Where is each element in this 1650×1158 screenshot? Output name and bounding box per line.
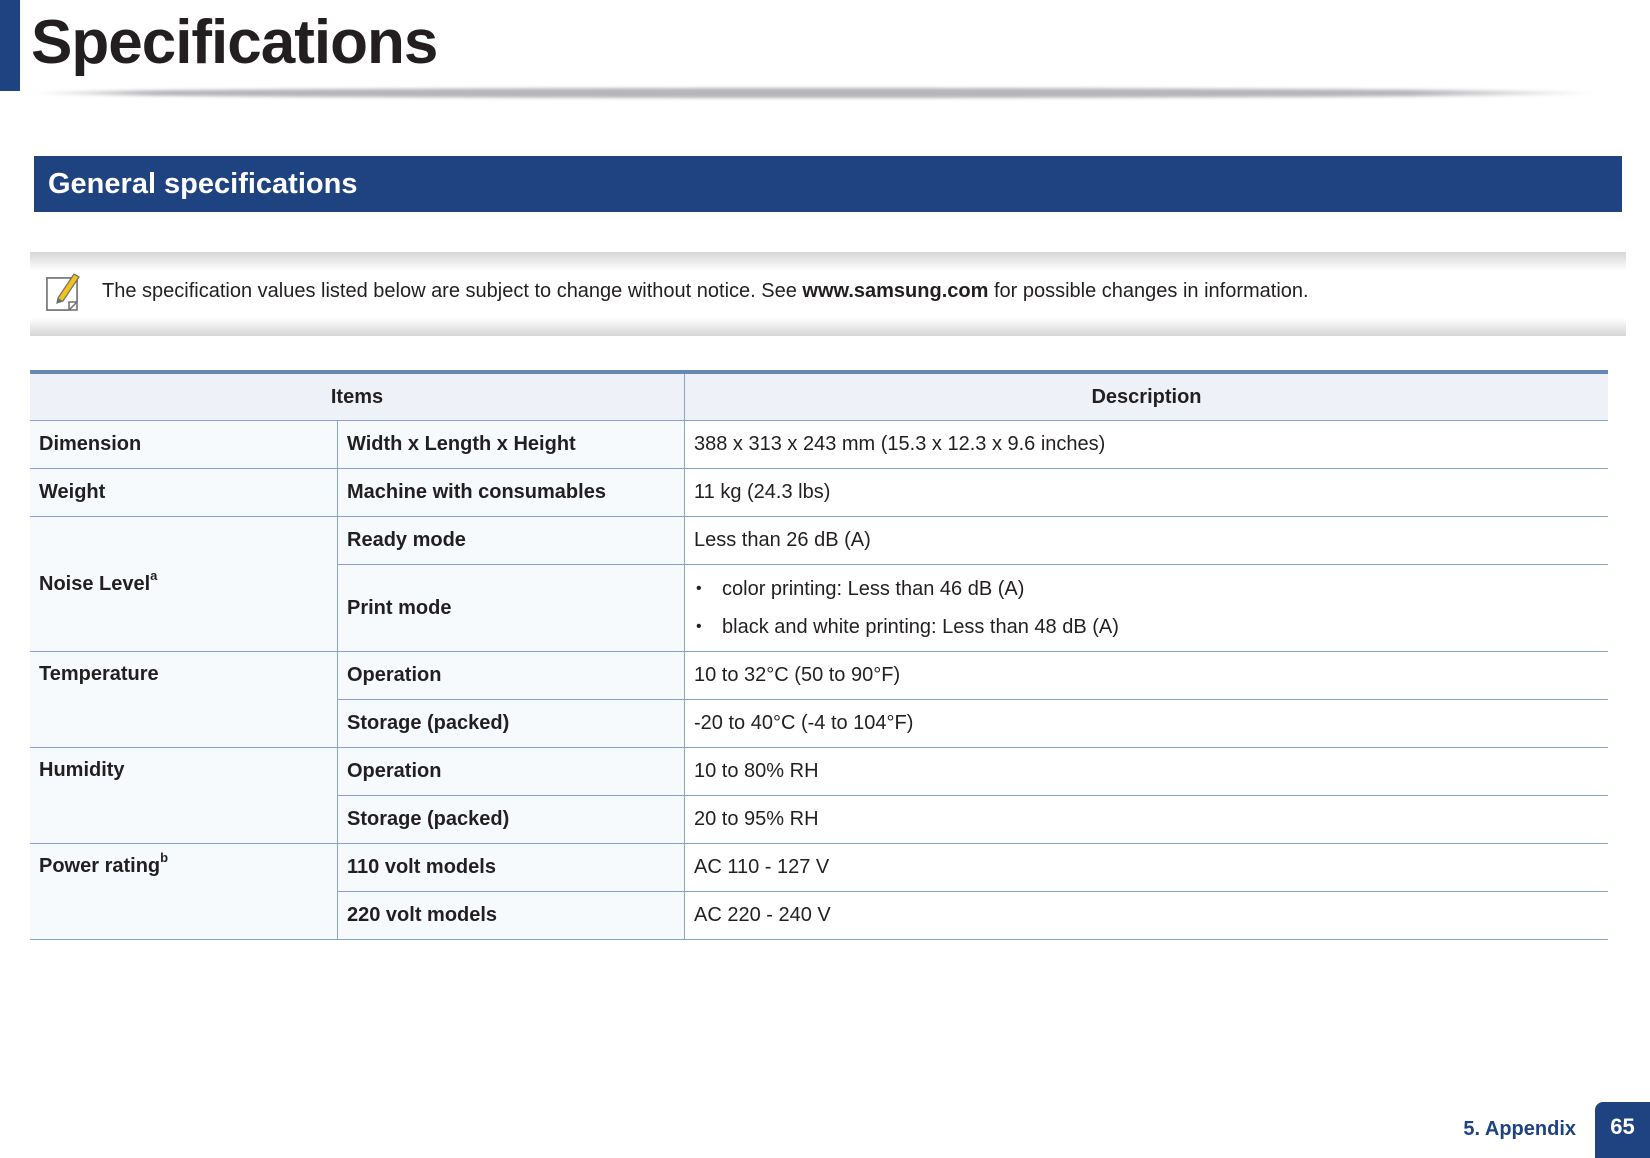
description-cell: 10 to 80% RH (685, 748, 1609, 796)
item-cell: Power rating$^b$ (30, 844, 338, 940)
header-description: Description (685, 372, 1609, 421)
description-cell: 388 x 313 x 243 mm (15.3 x 12.3 x 9.6 inches) (685, 421, 1609, 469)
header-items: Items (30, 372, 685, 421)
sub-item-cell: 220 volt models (338, 892, 685, 940)
sub-item-cell: Storage (packed) (338, 700, 685, 748)
section-heading: General specifications (34, 156, 1622, 212)
footnote-marker: a (150, 567, 158, 583)
table-row (30, 652, 1608, 700)
table-row (30, 469, 1608, 517)
description-cell: 11 kg (24.3 lbs) (685, 469, 1609, 517)
description-cell: 20 to 95% RH (685, 796, 1609, 844)
header-accent-bar (0, 0, 20, 91)
table-row (30, 421, 1608, 469)
sub-item-cell: Machine with consumables (338, 469, 685, 517)
sub-item-cell: 110 volt models (338, 844, 685, 892)
description-cell: AC 220 - 240 V (685, 892, 1609, 940)
list-item: • color printing: Less than 46 dB (A) (694, 570, 1599, 608)
sub-item-cell: Ready mode (338, 517, 685, 565)
sub-item-cell: Storage (packed) (338, 796, 685, 844)
page-number: 65 (1595, 1102, 1650, 1158)
bullet-list (694, 570, 1599, 646)
description-cell (685, 565, 1609, 652)
item-cell: Dimension (30, 421, 338, 469)
footer-section-label: 5. Appendix (1463, 1118, 1576, 1140)
footnote-marker: b (160, 850, 169, 866)
sub-item-cell: Operation (338, 652, 685, 700)
sub-item-cell: Width x Length x Height (338, 421, 685, 469)
description-cell: -20 to 40°C (-4 to 104°F) (685, 700, 1609, 748)
samsung-link[interactable]: www.samsung.com (802, 280, 989, 302)
table-row (30, 748, 1608, 796)
description-cell: 10 to 32°C (50 to 90°F) (685, 652, 1609, 700)
description-cell: AC 110 - 127 V (685, 844, 1609, 892)
specifications-table (30, 370, 1608, 940)
table-row (30, 517, 1608, 565)
description-cell: Less than 26 dB (A) (685, 517, 1609, 565)
item-cell: Temperature (30, 652, 338, 748)
note-text: The specification values listed below are subject to change without notice. See www.samsung.com for possible changes in information. (102, 280, 1309, 302)
list-item: • black and white printing: Less than 48 dB (A) (694, 608, 1599, 646)
title-divider (30, 88, 1600, 98)
note-pencil-icon (44, 270, 84, 314)
note-box (30, 252, 1626, 336)
table-header-row (30, 372, 1608, 421)
sub-item-cell: Operation (338, 748, 685, 796)
page-title: Specifications (31, 8, 438, 77)
item-cell: Noise Level$^a$ (30, 517, 338, 652)
item-cell: Weight (30, 469, 338, 517)
table-row (30, 844, 1608, 892)
item-cell: Humidity (30, 748, 338, 844)
sub-item-cell: Print mode (338, 565, 685, 652)
